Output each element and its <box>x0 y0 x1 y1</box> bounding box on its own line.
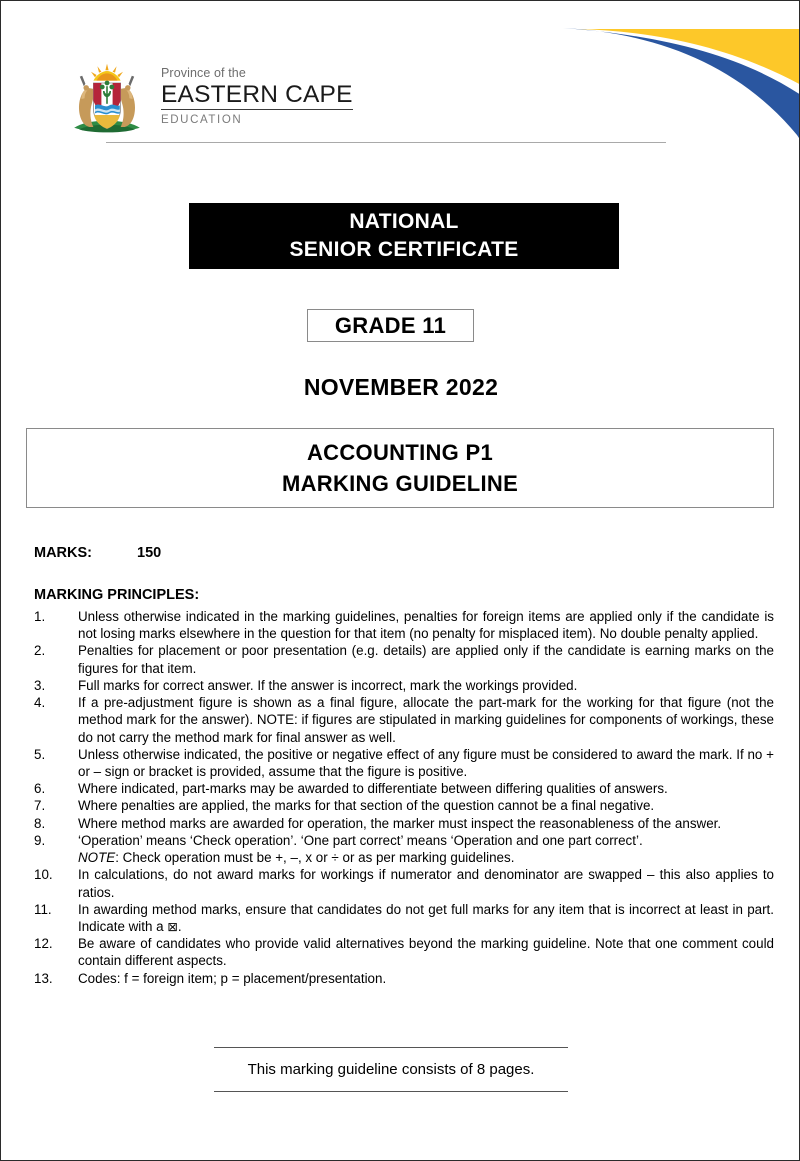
national-senior-certificate-banner <box>189 203 619 269</box>
principle-item <box>34 866 774 900</box>
principle-text-tail: . <box>177 918 182 934</box>
page-header <box>1 1 800 153</box>
logo-wordmark <box>161 59 353 129</box>
logo-sub-line: EDUCATION <box>161 114 243 127</box>
marks-label: MARKS: <box>34 545 92 561</box>
eastern-cape-education-logo <box>63 59 353 139</box>
logo-province-line: Province of the <box>161 66 246 80</box>
principle-item <box>34 935 774 969</box>
principle-item <box>34 815 774 832</box>
principle-number: 3. <box>34 677 46 693</box>
principle-number: 12. <box>34 936 53 952</box>
footer-text: This marking guideline consists of 8 pages. <box>247 1061 535 1078</box>
exam-period-label: NOVEMBER 2022 <box>303 374 499 400</box>
principle-text: Unless otherwise indicated, the positive or negative effect of any figure must be considered to award the mark. If no + or – sign or bracket is provided, assume that the figure is positive. <box>78 746 774 779</box>
principle-number: 13. <box>34 970 53 986</box>
marking-principles-list <box>34 608 774 987</box>
principle-number: 1. <box>34 609 46 624</box>
grade-label: GRADE 11 <box>334 312 447 338</box>
principle-note-prefix: NOTE <box>78 850 116 866</box>
header-divider <box>106 142 666 143</box>
principle-item <box>34 746 774 780</box>
marking-principles-heading: MARKING PRINCIPLES: <box>34 587 200 603</box>
principle-number: 11. <box>34 901 52 917</box>
principle-text: Unless otherwise indicated in the marking guidelines, penalties for foreign items are applied only if the candidate is not losing marks elsewhere in the question for that item (no penalty for misplaced item). No double penalty applied. <box>78 609 774 642</box>
logo-main-line: EASTERN CAPE <box>161 81 353 110</box>
principle-number: 7. <box>34 798 46 814</box>
principle-number: 2. <box>34 643 46 659</box>
principle-item <box>34 608 774 642</box>
principle-text-line-1: ‘Operation’ means ‘Check operation’. ‘One part correct’ means ‘Operation and one part correct’. <box>78 832 643 848</box>
principle-item <box>34 694 774 746</box>
principle-text: Full marks for correct answer. If the answer is incorrect, mark the workings provided. <box>78 677 578 693</box>
principle-text: In calculations, do not award marks for workings if numerator and denominator are swapped – this also applies to ratios. <box>78 867 774 900</box>
principle-number: 8. <box>34 815 46 831</box>
principle-note-rest: : Check operation must be +, –, x or ÷ or as per marking guidelines. <box>115 850 515 866</box>
principle-text: Codes: f = foreign item; p = placement/presentation. <box>78 970 387 986</box>
certificate-line-1: NATIONAL <box>349 210 459 234</box>
marks-row <box>34 545 161 561</box>
principle-text: Where indicated, part-marks may be awarded to differentiate between differing qualities of answers. <box>78 781 668 797</box>
principle-text: Penalties for placement or poor presentation (e.g. details) are applied only if the candidate is earning marks on the figures for that item. <box>78 643 774 676</box>
coat-of-arms-icon <box>63 59 151 139</box>
boxed-x-icon: ⊠ <box>167 918 178 934</box>
principle-number: 6. <box>34 781 46 797</box>
subject-title-box <box>26 428 774 508</box>
principle-text <box>78 832 774 866</box>
subject-line-1: ACCOUNTING P1 <box>306 439 494 465</box>
principle-item <box>34 642 774 676</box>
principle-text: Where method marks are awarded for operation, the marker must inspect the reasonableness of the answer. <box>78 815 722 831</box>
page-footer <box>214 1047 568 1092</box>
principle-item <box>34 970 774 987</box>
principle-number: 9. <box>34 832 46 848</box>
principle-number: 4. <box>34 695 46 711</box>
principle-item <box>34 832 774 866</box>
principle-item <box>34 901 774 935</box>
footer-divider-bottom <box>214 1091 568 1092</box>
principle-item <box>34 780 774 797</box>
principle-text: Where penalties are applied, the marks for that section of the question cannot be a final negative. <box>78 798 655 814</box>
principle-text <box>78 901 774 935</box>
grade-box <box>307 309 474 342</box>
principle-text: Be aware of candidates who provide valid alternatives beyond the marking guideline. Note that one comment could contain different aspects. <box>78 936 774 969</box>
principle-text: If a pre-adjustment figure is shown as a final figure, allocate the part-mark for the working for that figure (not the method mark for the answer). NOTE: if figures are stipulated in marking guidelines for components of workings, these do not carry the method mark for final answer as well. <box>78 695 774 745</box>
principle-number: 5. <box>34 746 46 762</box>
certificate-line-2: SENIOR CERTIFICATE <box>289 238 519 261</box>
subject-line-2: MARKING GUIDELINE <box>281 471 519 496</box>
principle-number: 10. <box>34 867 53 883</box>
brand-swoosh-graphic <box>539 23 800 141</box>
principle-item <box>34 677 774 694</box>
principle-item <box>34 797 774 814</box>
principle-text-main: In awarding method marks, ensure that candidates do not get full marks for any item that is incorrect at least in part. Indicate with a <box>78 901 774 934</box>
marks-value: 150 <box>137 545 162 561</box>
